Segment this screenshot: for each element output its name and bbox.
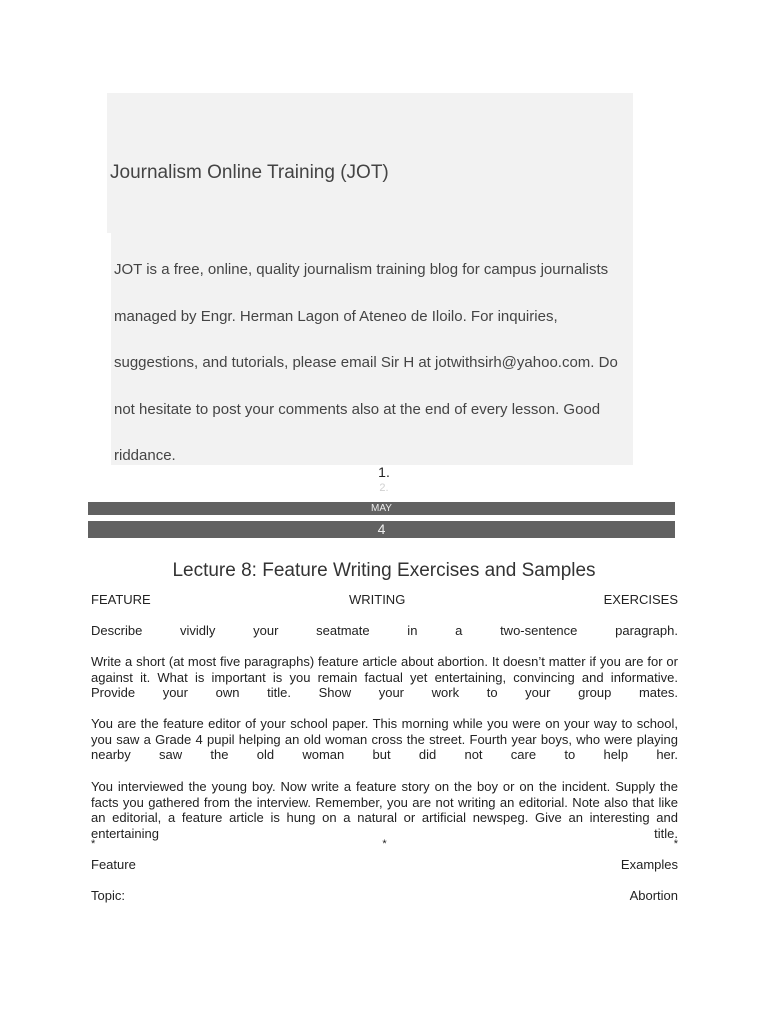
post-date-day: 4: [88, 521, 675, 538]
exercise-paragraph: Write a short (at most five paragraphs) feature article about abortion. It doesn’t matter if you are for or against it. What is important is you remain factual yet entertaining, convincing and informative. Provide your own title. Show your work to your group mates.: [91, 654, 678, 700]
heading-word: WRITING: [348, 592, 406, 607]
examples-heading-word: Feature: [91, 857, 136, 872]
list-marker-faint: 2.: [379, 482, 389, 494]
topic-row: [91, 888, 678, 903]
section-heading: [91, 592, 678, 607]
separator-star: *: [91, 838, 96, 850]
examples-heading: [91, 857, 678, 872]
list-marker: 1.: [378, 464, 390, 480]
separator-star: *: [382, 838, 387, 850]
post-date-month: MAY: [88, 502, 675, 515]
post-title[interactable]: Lecture 8: Feature Writing Exercises and Samples: [172, 560, 596, 581]
blog-description: JOT is a free, online, quality journalism training blog for campus journalists managed by Engr. Herman Lagon of Ateneo de Iloilo. For inquiries, suggestions, and tutorials, please email Sir H at jotwithsirh@yahoo.com. Do not hesitate to post your comments also at the end of every lesson. Good riddance.: [114, 261, 618, 464]
separator-star: *: [673, 838, 678, 850]
topic-value: Abortion: [629, 888, 678, 903]
separator-row: [91, 838, 678, 850]
topic-label: Topic:: [91, 888, 125, 903]
heading-word: FEATURE: [91, 592, 151, 607]
exercise-paragraph: You interviewed the young boy. Now write a feature story on the boy or on the incident. Supply the facts you gathered from the interview. Remember, you are not writing an editorial. Note also that like an editorial, a feature article is hung on a natural or artificial newspeg. Give an interesting and entertaining title.: [91, 779, 678, 841]
heading-word: EXERCISES: [603, 592, 678, 607]
examples-heading-word: Examples: [620, 857, 678, 872]
exercise-paragraph: You are the feature editor of your school paper. This morning while you were on your way to school, you saw a Grade 4 pupil helping an old woman cross the street. Fourth year boys, who were playing nearby saw the old woman but did not care to help her.: [91, 716, 678, 762]
exercise-paragraph: Describe vividly your seatmate in a two-sentence paragraph.: [91, 623, 678, 638]
blog-title[interactable]: Journalism Online Training (JOT): [110, 162, 389, 183]
